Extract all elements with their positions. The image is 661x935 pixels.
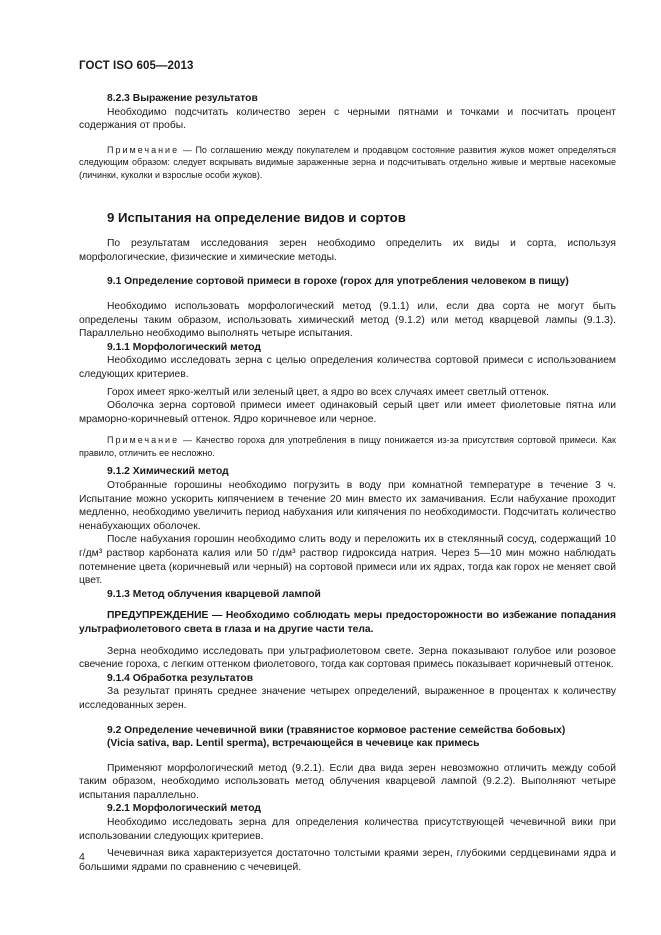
note-text: — Качество гороха для употребления в пищу понижается из-за присутствия сортовой примеси. Как правило, отличить ее несложно. (79, 435, 616, 458)
section-9-2-heading: 9.2 Определение чечевичной вики (травянистое кормовое растение семейства бобовых) (107, 724, 566, 736)
paragraph: Чечевичная вика характеризуется достаточно толстыми краями зерен, глубокими сердцевинами ядра и большими ядрами по сравнению с чечевицей. (79, 848, 616, 873)
section-9-1-4-heading: 9.1.4 Обработка результатов (107, 672, 254, 684)
paragraph: Необходимо использовать морфологический метод (9.1.1) или, если два сорта не могут быть определены таким образом, использовать химический метод (9.1.2) или метод кварцевой лампы (9.1.3). Параллельно необходимо выполнять четыре испытания. (79, 301, 616, 340)
paragraph: Применяют морфологический метод (9.2.1). Если два вида зерен невозможно отличить между собой таким образом, необходимо использовать метод облучения кварцевой лампой (9.2.2). Выполняют четыре испытания параллельно. (79, 762, 616, 801)
section-9-1-3-heading: 9.1.3 Метод облучения кварцевой лампой (107, 588, 321, 600)
section-8-2-3-heading: 8.2.3 Выражение результатов (107, 93, 258, 104)
paragraph: После набухания горошин необходимо слить воду и переложить их в стеклянный сосуд, содержащий 10 г/дм³ раствор карбоната калия или 50 г/дм³ раствор гидроксида натрия. Через 5—10 мин можно наблюдать потемнение цвета (коричневый или черный) на сортовой примеси или их ядрах, тогда как горох не меняет свой цвет. (79, 534, 616, 587)
note-label: Примечание (107, 435, 180, 446)
document-body (79, 92, 616, 874)
paragraph: Отобранные горошины необходимо погрузить в воду при комнатной температуре в течение 3 ч. Испытание можно ускорить кипячением в течение 20 мин вместо их замачивания. Если набухание проходит медленно, необходимо увеличить период набухания или кипячения по необходимости. Подсчитать количество ненабухающих оболочек. (79, 480, 616, 532)
paragraph: Необходимо исследовать зерна с целью определения количества сортовой примеси с использованием следующих критериев. (79, 355, 616, 381)
paragraph: Зерна необходимо исследовать при ультрафиолетовом свете. Зерна показывают голубое или розовое свечение гороха, с легким оттенком фиолетового, тогда как сортовая примесь показывает коричневый оттенок. (79, 645, 616, 671)
note (79, 434, 616, 459)
section-9-1-2-heading: 9.1.2 Химический метод (107, 466, 229, 478)
standard-header: ГОСТ ISO 605—2013 (79, 60, 194, 72)
paragraph: Необходимо исследовать зерна для определения количества присутствующей чечевичной вики при использовании следующих критериев. (79, 817, 616, 842)
section-9-1-1-heading: 9.1.1 Морфологический метод (107, 341, 261, 353)
paragraph: Необходимо подсчитать количество зерен с черными пятнами и точками и посчитать процент содержания от пробы. (79, 106, 616, 132)
section-9-1-heading: 9.1 Определение сортовой примеси в горохе (горох для употребления человеком в пищу) (107, 276, 569, 288)
section-9-2-heading-cont: (Vicia sativa, вар. Lentil sperma), встречающейся в чечевице как примесь (107, 738, 480, 750)
paragraph: По результатам исследования зерен необходимо определить их виды и сорта, используя морфологические, физические и химические методы. (79, 238, 616, 263)
note-text: — По соглашению между покупателем и продавцом состояние развития жуков может определяться следующим образом: следует вскрывать видимые зараженные зерна и подсчитывать отдельно живые и мертвые насекомые (личинки, куколки и взрослые особи жуков). (79, 144, 616, 180)
note-label: Примечание (107, 144, 180, 155)
warning: ПРЕДУПРЕЖДЕНИЕ — Необходимо соблюдать меры предосторожности во избежание попадания ультрафиолетового света в глаза и на другие части тела. (79, 610, 616, 635)
paragraph: Оболочка зерна сортовой примеси имеет одинаковый серый цвет или имеет фиолетовые пятна или мраморно-коричневый оттенок. Ядро коричневое или черное. (79, 400, 616, 425)
section-9-heading: 9 Испытания на определение видов и сортов (107, 210, 406, 226)
page-number: 4 (79, 851, 85, 863)
paragraph: Горох имеет ярко-желтый или зеленый цвет, а ядро во всех случаях имеет светлый оттенок. (107, 386, 549, 398)
paragraph: За результат принять среднее значение четырех определений, выраженное в процентах к количеству исследованных зерен. (79, 686, 616, 711)
section-9-2-1-heading: 9.2.1 Морфологический метод (107, 803, 261, 815)
note (79, 144, 616, 182)
